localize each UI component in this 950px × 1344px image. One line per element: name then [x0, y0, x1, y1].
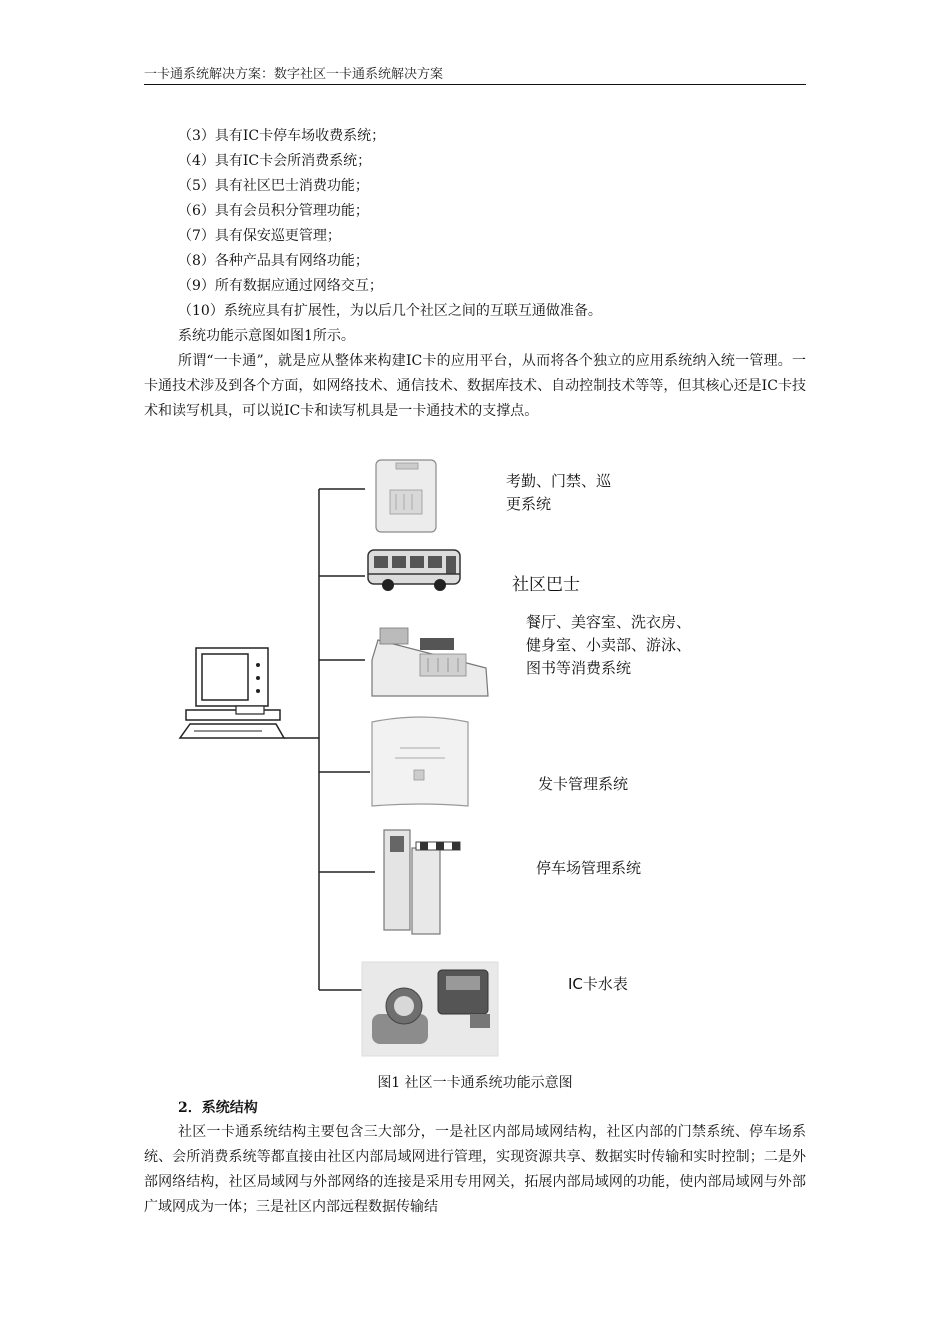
- list-item: （6）具有会员积分管理功能；: [178, 203, 369, 219]
- system-structure-text: [144, 1120, 806, 1220]
- list-item: （9）所有数据应通过网络交互；: [178, 278, 383, 294]
- list-item: （10）系统应具有扩展性，为以后几个社区之间的互联互通做准备。: [178, 303, 602, 319]
- computer-icon: [180, 648, 284, 738]
- parking-barrier-icon: [384, 830, 460, 934]
- list-item: （8）各种产品具有网络功能；: [178, 253, 369, 269]
- water-meter-icon: [362, 962, 498, 1056]
- label-community-bus: 社区巴士: [512, 575, 580, 595]
- attendance-terminal-icon: [376, 460, 436, 532]
- list-item: （7）具有保安巡更管理；: [178, 228, 341, 244]
- paragraph-one-card: 所谓“一卡通”，就是应从整体来构建IC卡的应用平台，从而将各个独立的应用系统纳入统一管理。一卡通技术涉及到各个方面，如网络技术、通信技术、数据库技术、自动控制技术等等，但其核心还是IC卡技术和读写机具，可以说IC卡和读写机具是一卡通技术的支撑点。: [144, 353, 806, 419]
- list-item: （4）具有IC卡会所消费系统；: [178, 153, 372, 169]
- page-header: 一卡通系统解决方案：数字社区一卡通系统解决方案: [144, 67, 444, 82]
- label-card-issuing-system: 发卡管理系统: [538, 775, 629, 793]
- figure-caption: 图1 社区一卡通系统功能示意图: [377, 1075, 573, 1091]
- label-attendance-system: 考勤、门禁、巡 更系统: [506, 472, 612, 513]
- label-parking-system: 停车场管理系统: [536, 859, 642, 877]
- card-issuer-icon: [372, 717, 468, 806]
- paragraph-system-structure: 社区一卡通系统结构主要包含三大部分，一是社区内部局域网结构，社区内部的门禁系统、停车场系统、会所消费系统等都直接由社区内部局域网进行管理，实现资源共享、数据实时传输和实时控制；二是外部网络结构，社区局域网与外部网络的连接是采用专用网关，拓展内部局域网的功能，使内部局域网与外部广域网成为一体；三是社区内部远程数据传输结: [144, 1124, 806, 1215]
- list-item: （3）具有IC卡停车场收费系统；: [178, 128, 386, 144]
- label-ic-water-meter: IC卡水表: [568, 975, 628, 993]
- bus-icon: [368, 550, 460, 591]
- list-item: （5）具有社区巴士消费功能；: [178, 178, 369, 194]
- intro-line: 系统功能示意图如图1所示。: [178, 328, 355, 344]
- pos-terminal-icon: [372, 628, 488, 696]
- label-consumption-system: 餐厅、美容室、洗衣房、 健身室、小卖部、游泳、 图书等消费系统: [526, 613, 692, 677]
- section-title: 2．系统结构: [178, 1100, 258, 1116]
